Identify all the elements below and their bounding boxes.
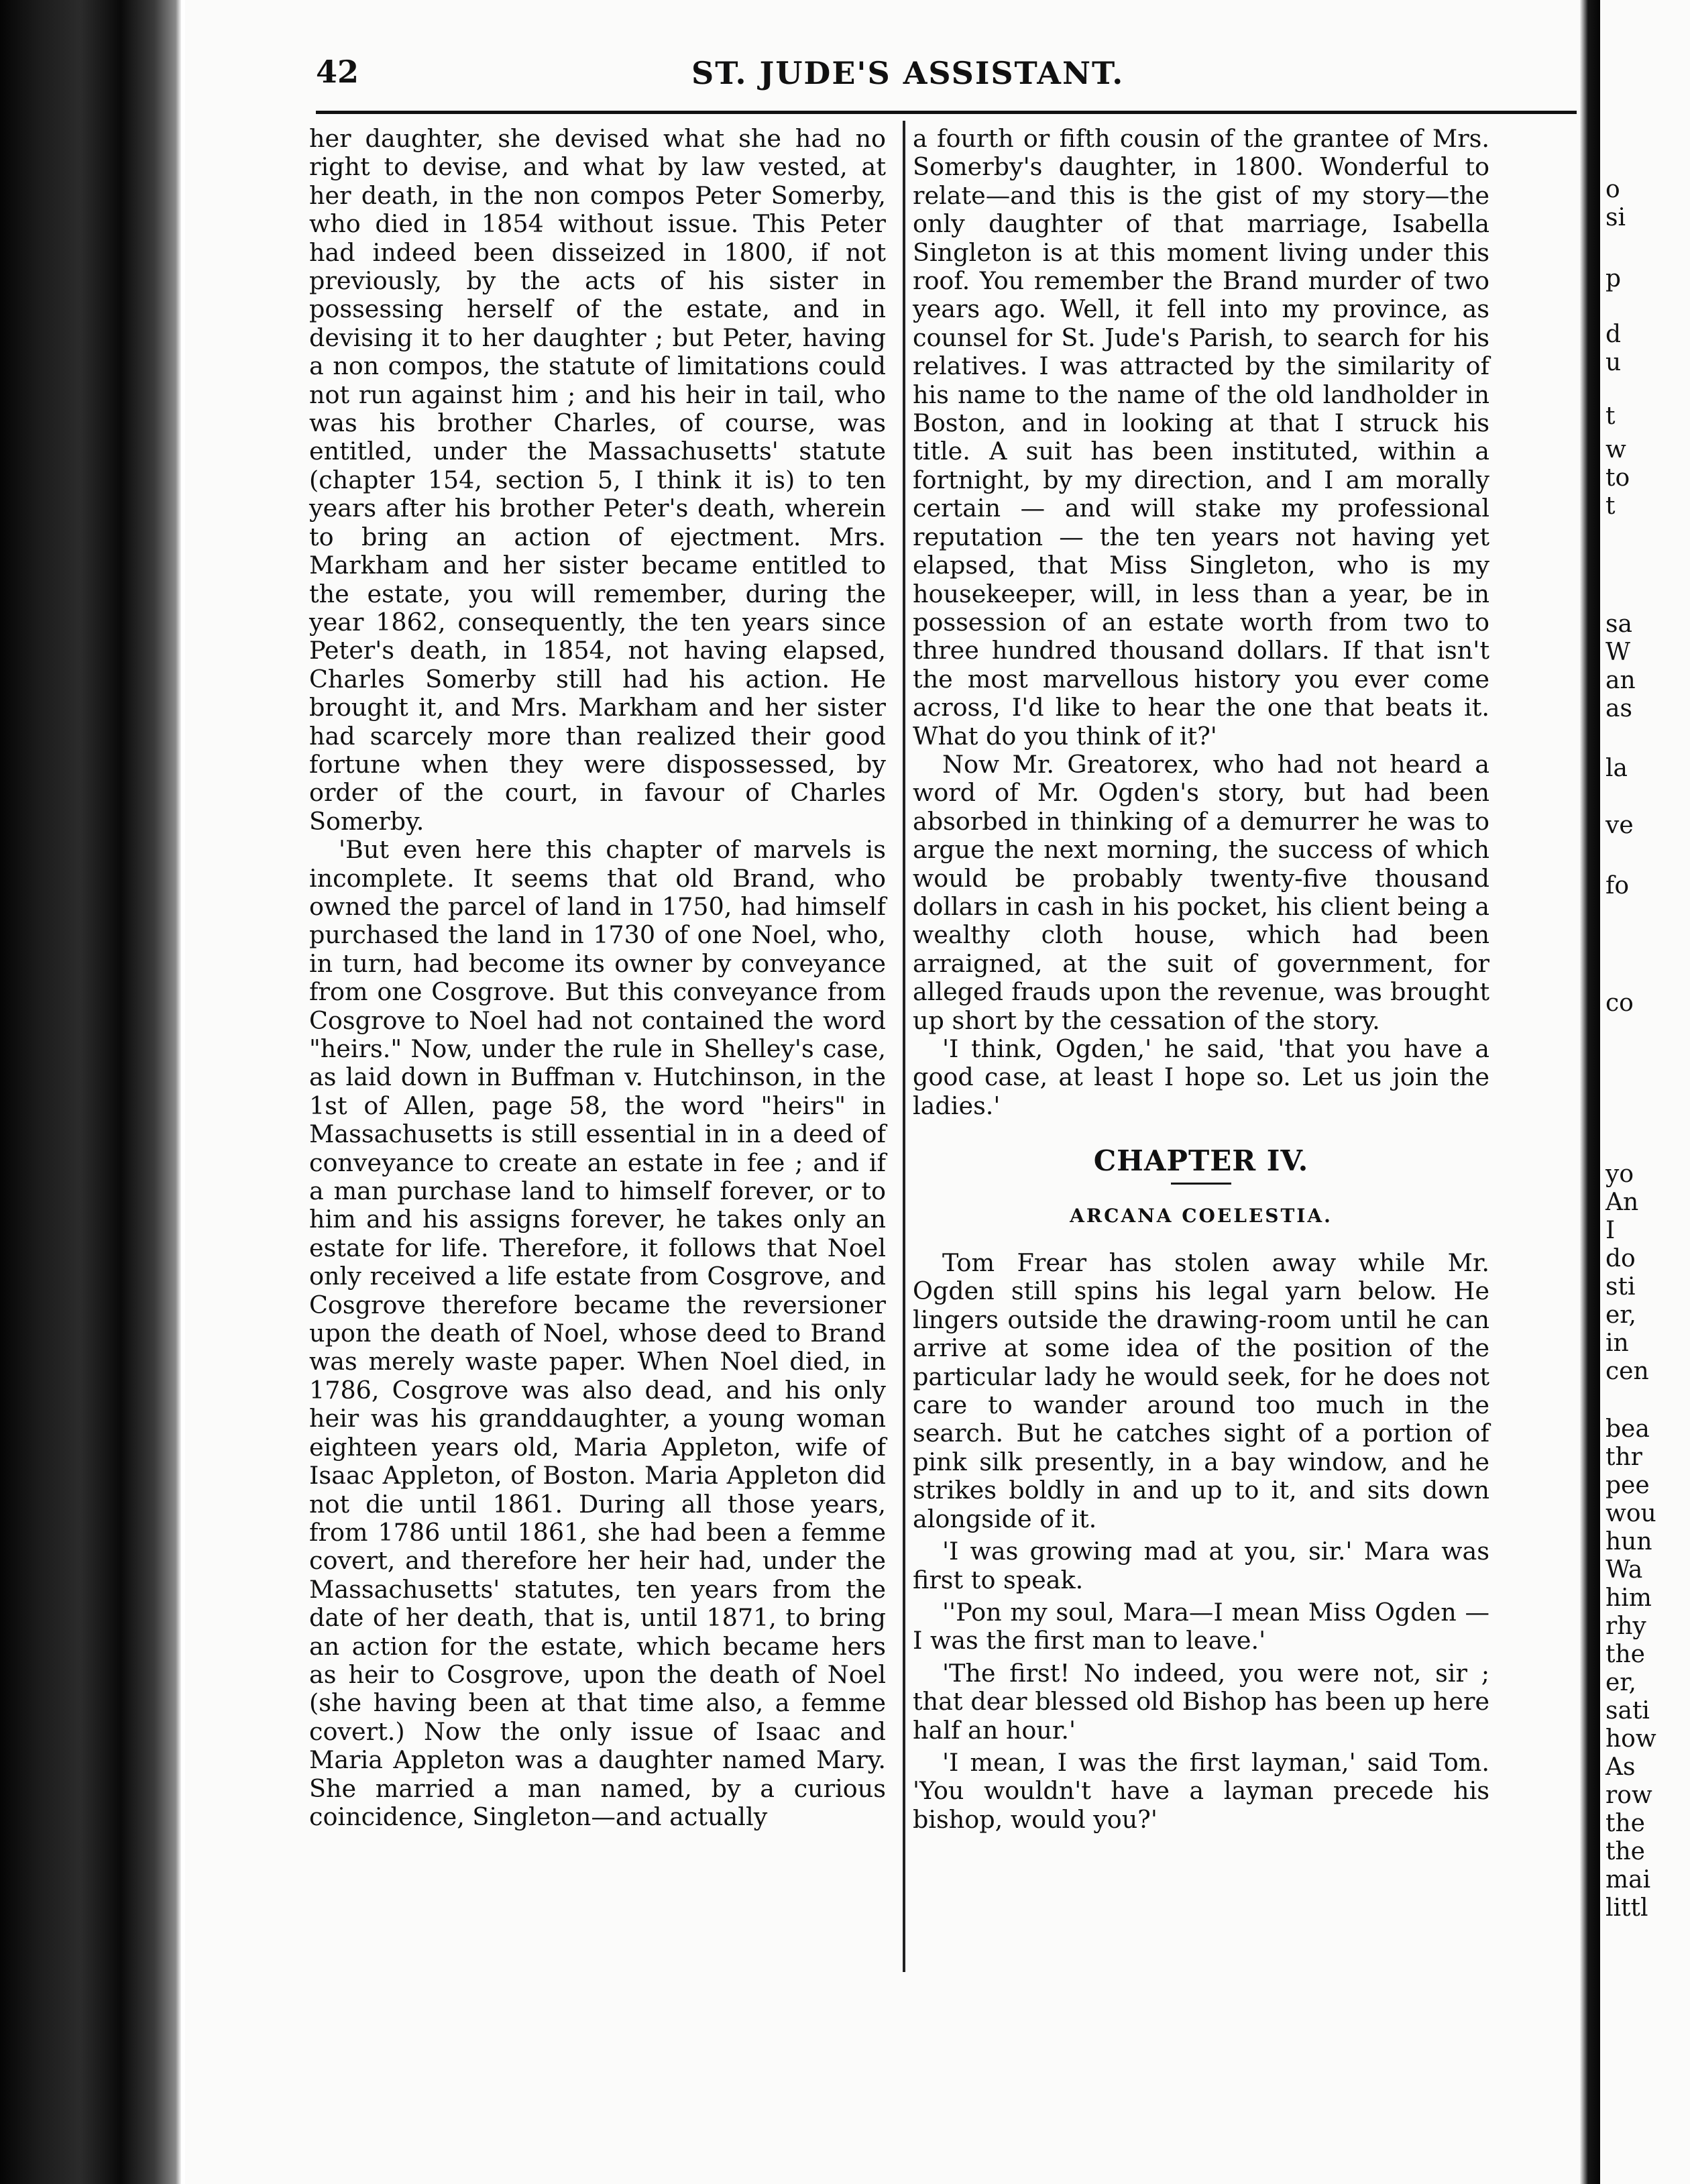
book-binding-gutter: [0, 0, 181, 2184]
adjacent-text-fragment: As: [1605, 1753, 1636, 1781]
page-number: 42: [316, 54, 359, 90]
adjacent-text-fragment: how: [1605, 1725, 1656, 1753]
page-header: [316, 47, 1577, 94]
adjacent-text-fragment: yo: [1605, 1160, 1634, 1188]
paragraph: 'I was growing mad at you, sir.' Mara was first to speak.: [913, 1537, 1489, 1594]
adjacent-text-fragment: pee: [1605, 1472, 1650, 1499]
chapter-title: CHAPTER IV.: [1093, 1144, 1309, 1178]
adjacent-text-fragment: I: [1605, 1217, 1616, 1244]
adjacent-text-fragment: W: [1605, 639, 1631, 666]
adjacent-text-fragment: u: [1605, 349, 1622, 376]
adjacent-text-fragment: the: [1605, 1838, 1645, 1865]
paragraph: 'I mean, I was the first layman,' said Tom. 'You wouldn't have a layman precede his bishop, would you?': [913, 1747, 1489, 1834]
adjacent-text-fragment: thr: [1605, 1443, 1642, 1471]
header-rule: [316, 111, 1577, 114]
left-column: [309, 125, 886, 1831]
adjacent-text-fragment: bea: [1605, 1415, 1650, 1443]
paragraph: 'But even here this chapter of marvels is incomplete. It seems that old Brand, who owned the parcel of land in 1750, had himself purchased the land in 1730 of one Noel, who, in turn, had become its owner by conveyance from one Cosgrove. But this conveyance from Cosgrove to Noel had not contained the word "heirs." Now, under the rule in Shelley's case, as laid down in Buffman v. Hutchinson, in the 1st of Allen, page 58, the word "heirs" in Massachusetts is still essential in in a deed of conveyance to create an estate in fee ; and if a man purchase land to himself forever, or to him and his assigns forever, he takes only an estate for life. Therefore, it follows that Noel only received a life estate from Cosgrove, and Cosgrove therefore became the reversioner upon the death of Noel, whose deed to Brand was merely waste paper. When Noel died, in 1786, Cosgrove was also dead, and his only heir was his granddaughter, a young woman eighteen years old, Maria Appleton, wife of Isaac Appleton, of Boston. Maria Appleton did not die until 1861. During all those years, from 1786 until 1861, she had been a femme covert, and therefore her heir had, under the Massachusetts' statutes, ten years from the date of her death, that is, until 1871, to bring an action for the estate, which became hers as heir to Cosgrove, upon the death of Noel (she having been at that time also, a femme covert.) Now the only issue of Isaac and Maria Appleton was a daughter named Mary. She married a man named, by a curious coincidence, Singleton—and actually: [309, 835, 886, 1831]
adjacent-text-fragment: row: [1605, 1782, 1652, 1809]
adjacent-text-fragment: littl: [1605, 1894, 1648, 1922]
adjacent-text-fragment: sati: [1605, 1697, 1650, 1725]
adjacent-text-fragment: ve: [1605, 812, 1634, 839]
adjacent-text-fragment: o: [1605, 176, 1620, 203]
book-page: [185, 0, 1580, 2184]
adjacent-text-fragment: fo: [1605, 872, 1629, 899]
adjacent-text-fragment: as: [1605, 695, 1632, 722]
adjacent-text-fragment: t: [1605, 492, 1616, 520]
adjacent-text-fragment: sa: [1605, 610, 1632, 638]
adjacent-text-fragment: p: [1605, 265, 1622, 292]
paragraph: ''Pon my soul, Mara—I mean Miss Ogden —I was the first man to leave.': [913, 1597, 1489, 1655]
adjacent-text-fragment: si: [1605, 204, 1626, 231]
paragraph: 'The first! No indeed, you were not, sir ; that dear blessed old Bishop has been up here half an hour.': [913, 1658, 1489, 1745]
right-column: [913, 125, 1489, 1834]
adjacent-text-fragment: Wa: [1605, 1556, 1643, 1584]
adjacent-text-fragment: in: [1605, 1329, 1629, 1357]
adjacent-page-edge: [1600, 0, 1690, 2184]
adjacent-text-fragment: mai: [1605, 1866, 1651, 1894]
adjacent-text-fragment: do: [1605, 1245, 1636, 1272]
paragraph: Now Mr. Greatorex, who had not heard a word of Mr. Ogden's story, but had been absorbed in thinking of a demurrer he was to argue the next morning, the success of which would be probably twenty-five thousand dollars in cash in his pocket, his client being a wealthy cloth house, which had been arraigned, at the suit of government, for alleged frauds upon the revenue, was brought up short by the cessation of the story.: [913, 749, 1489, 1035]
adjacent-text-fragment: d: [1605, 321, 1622, 348]
column-divider: [903, 121, 905, 1972]
paragraph: 'I think, Ogden,' he said, 'that you have a good case, at least I hope so. Let us join the ladies.': [913, 1034, 1489, 1120]
adjacent-text-fragment: sti: [1605, 1273, 1636, 1301]
adjacent-text-fragment: hun: [1605, 1528, 1652, 1555]
running-head: ST. JUDE'S ASSISTANT.: [691, 55, 1125, 91]
adjacent-text-fragment: w: [1605, 436, 1626, 463]
adjacent-text-fragment: er,: [1605, 1669, 1637, 1696]
adjacent-text-fragment: t: [1605, 402, 1616, 430]
adjacent-text-fragment: cen: [1605, 1358, 1649, 1385]
paragraph: Tom Frear has stolen away while Mr. Ogden still spins his legal yarn below. He lingers outside the drawing-room until he can arrive at some idea of the position of the particular lady he would seek, for he does not care to wander around too much in the search. But he catches sight of a portion of pink silk presently, in a bay window, and he strikes boldly in and up to it, and sits down alongside of it.: [913, 1248, 1489, 1533]
adjacent-text-fragment: an: [1605, 667, 1636, 694]
paragraph: her daughter, she devised what she had no right to devise, and what by law vested, at her death, in the non compos Peter Somerby, who died in 1854 without issue. This Peter had indeed been disseized in 1800, if not previously, by the acts of his sister in possessing herself of the estate, and in devising it to her daughter ; but Peter, having a non compos, the statute of limitations could not run against him ; and his heir in tail, who was his brother Charles, of course, was entitled, under the Massachusetts' statute (chapter 154, section 5, I think it is) to ten years after his brother Peter's death, wherein to bring an action of ejectment. Mrs. Markham and her sister became entitled to the estate, you will remember, during the year 1862, consequently, the ten years since Peter's death, in 1854, not having elapsed, Charles Somerby still had his action. He brought it, and Mrs. Markham and her sister had scarcely more than realized their good fortune when they were dispossessed, by order of the court, in favour of Charles Somerby.: [309, 124, 886, 836]
chapter-rule: [1171, 1183, 1231, 1185]
paragraph: a fourth or fifth cousin of the grantee of Mrs. Somerby's daughter, in 1800. Wonderful to relate—and this is the gist of my story—the only daughter of that marriage, Isabella Singleton is at this moment living under this roof. You remember the Brand murder of two years ago. Well, it fell into my province, as counsel for St. Jude's Parish, to search for his relatives. I was attracted by the similarity of his name to the name of the old landholder in Boston, and in looking at that I struck his title. A suit has been instituted, within a fortnight, by my direction, and I am morally certain — and will stake my professional reputation — the ten years not having yet elapsed, that Miss Singleton, who is my housekeeper, will, in less than a year, be in possession of an estate worth from two to three hundred thousand dollars. If that isn't the most marvellous history you ever come across, I'd like to hear the one that beats it. What do you think of it?': [913, 124, 1489, 751]
adjacent-text-fragment: the: [1605, 1810, 1645, 1837]
adjacent-text-fragment: An: [1605, 1189, 1639, 1216]
adjacent-text-fragment: la: [1605, 755, 1628, 782]
adjacent-text-fragment: him: [1605, 1584, 1652, 1612]
adjacent-text-fragment: rhy: [1605, 1613, 1646, 1640]
adjacent-text-fragment: the: [1605, 1641, 1645, 1668]
chapter-subtitle: ARCANA COELESTIA.: [1070, 1204, 1333, 1227]
book-gutter-right: [1580, 0, 1600, 2184]
adjacent-text-fragment: er,: [1605, 1301, 1637, 1329]
adjacent-text-fragment: to: [1605, 464, 1630, 492]
adjacent-text-fragment: co: [1605, 989, 1634, 1017]
adjacent-text-fragment: wou: [1605, 1500, 1656, 1527]
